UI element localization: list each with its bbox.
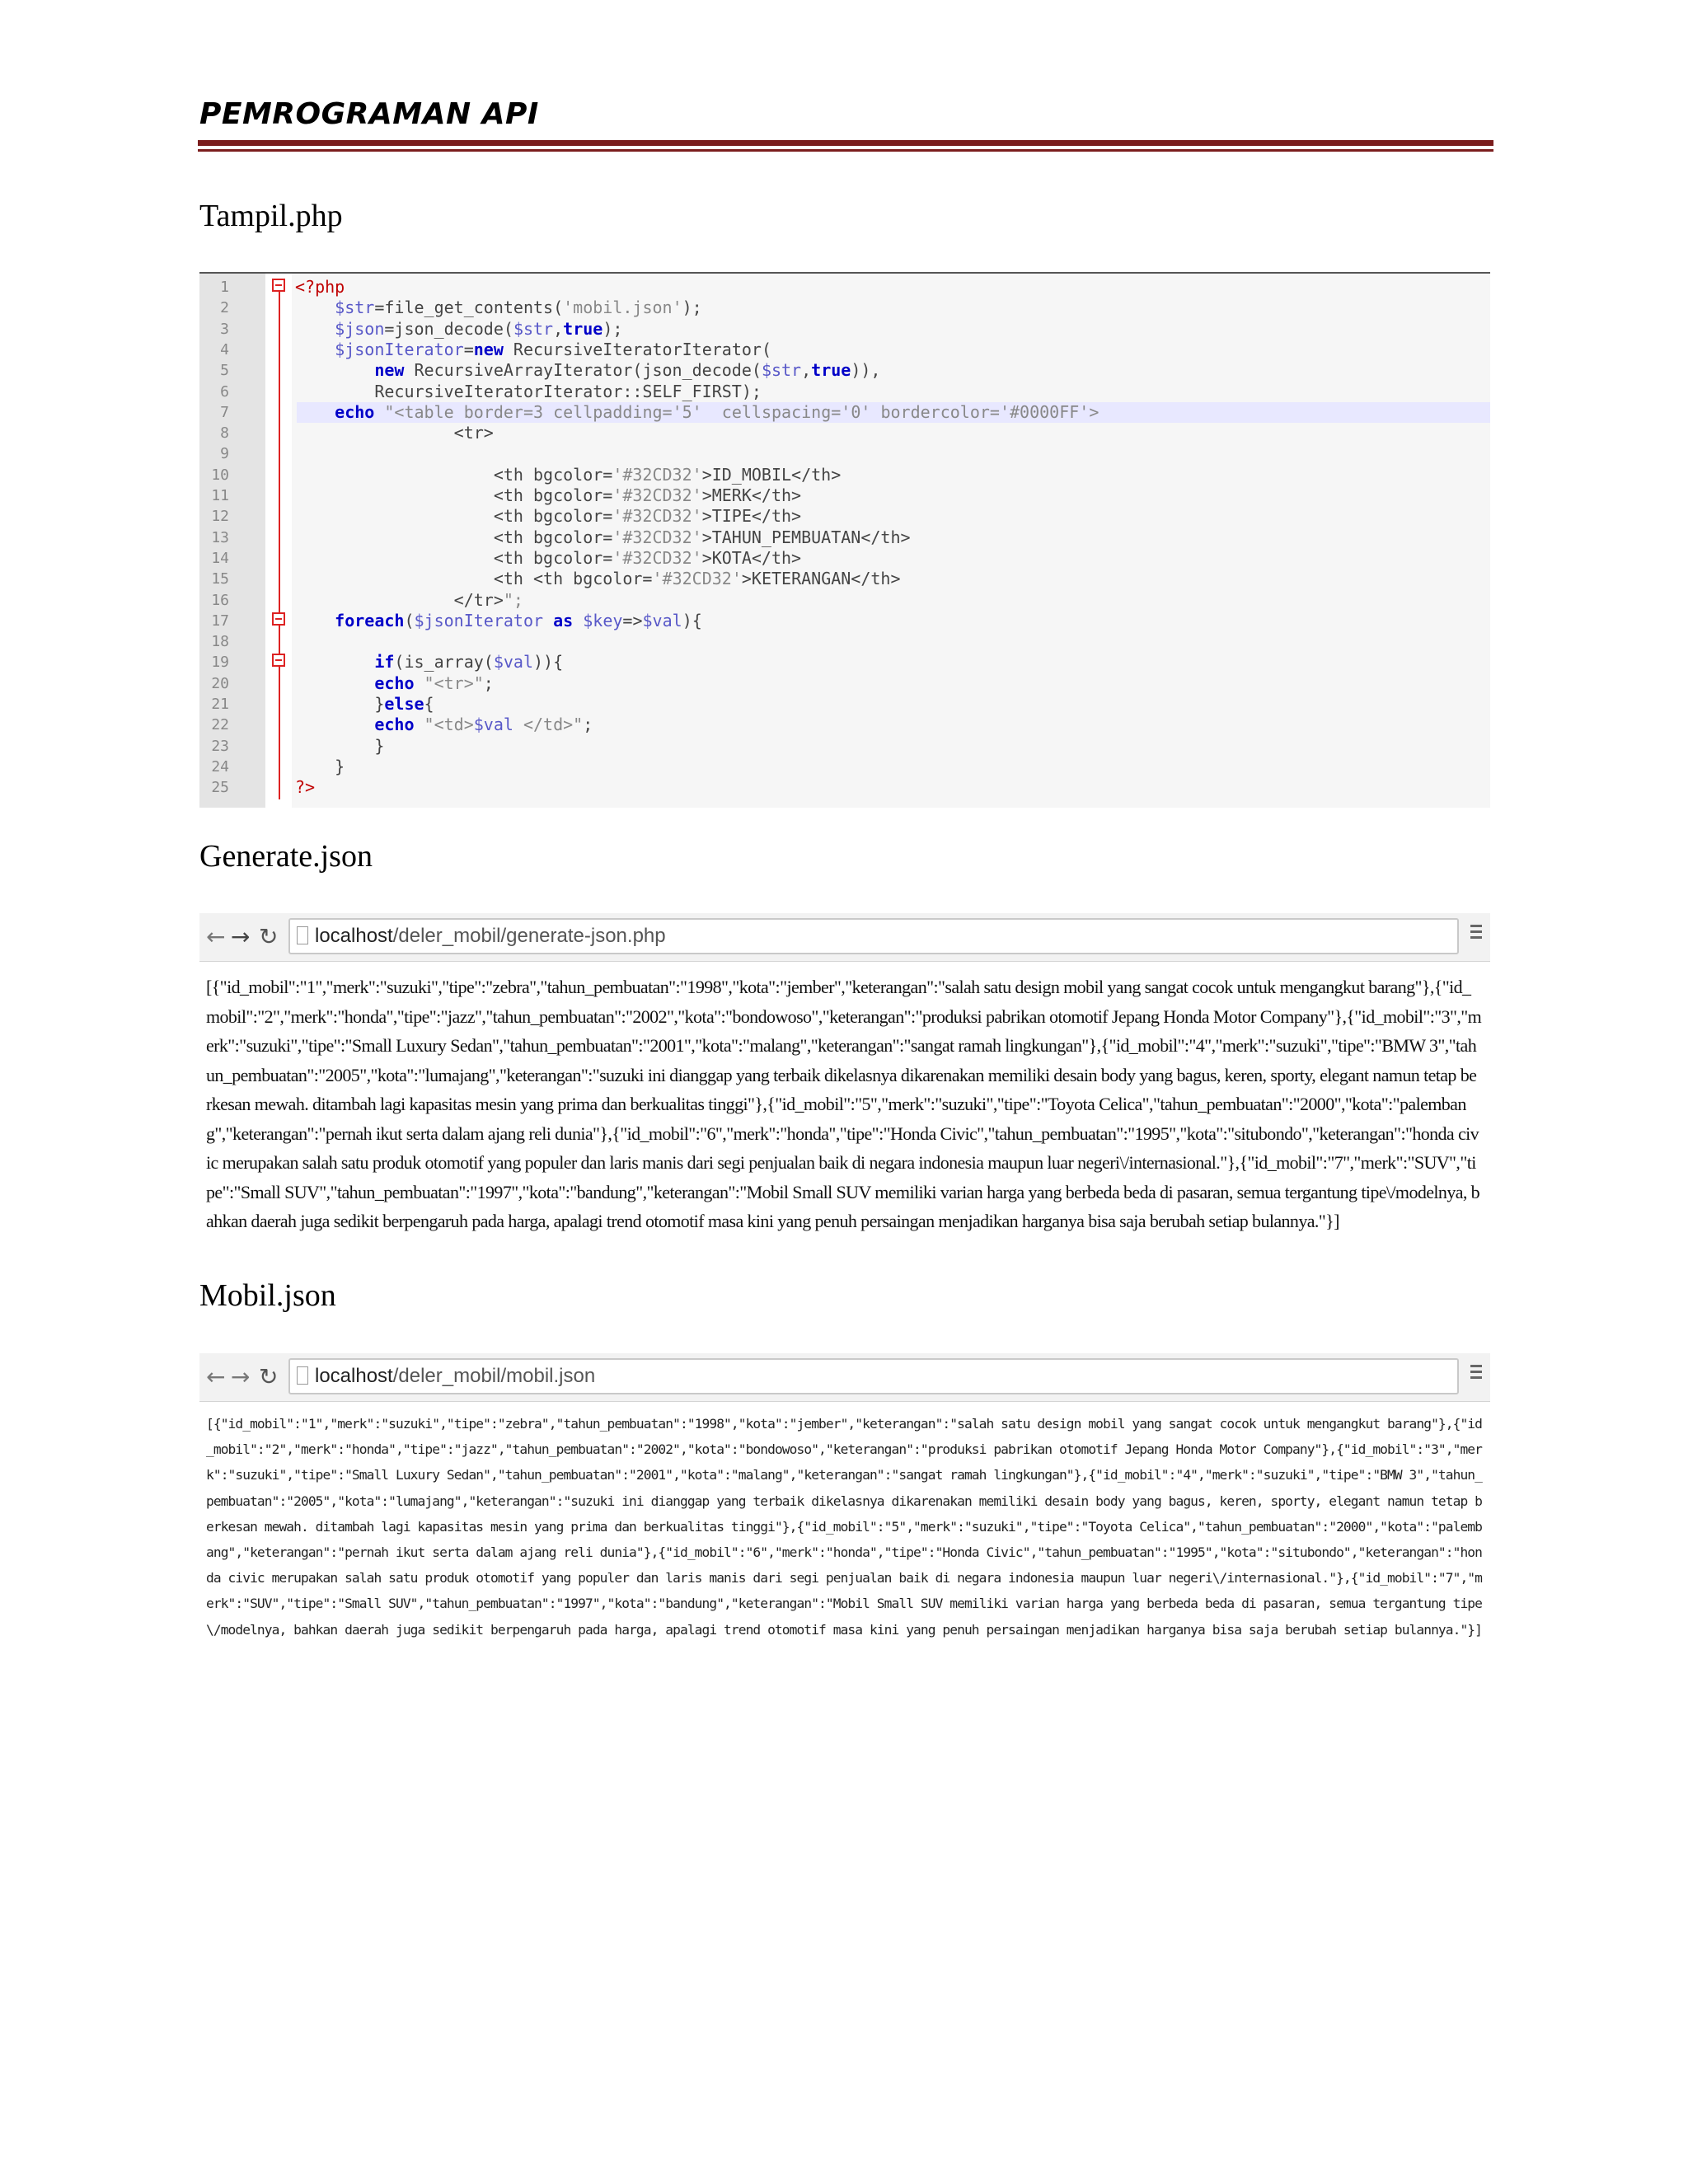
url-text: localhost/deler_mobil/mobil.json: [315, 1365, 596, 1387]
header-rule-thin: [198, 149, 1493, 152]
browser-content: [199, 1403, 1490, 1643]
line-number: 7: [220, 403, 229, 421]
code-line-text: new RecursiveArrayIterator(json_decode($str,true)),: [374, 360, 881, 381]
address-bar[interactable]: [288, 1358, 1459, 1394]
code-line-text: $json=json_decode($str,true);: [335, 318, 623, 339]
browser-content: [199, 963, 1490, 1236]
fold-line: [279, 285, 280, 799]
line-number: 9: [220, 445, 229, 463]
code-line: [199, 277, 1490, 298]
url-text: localhost/deler_mobil/generate-json.php: [315, 925, 666, 947]
code-line: [199, 382, 1490, 402]
code-line-text: <th bgcolor='#32CD32'>TIPE</th>: [295, 506, 802, 527]
menu-icon[interactable]: [1470, 925, 1482, 942]
browser-toolbar: [199, 1353, 1490, 1402]
back-arrow-icon[interactable]: ←: [206, 1363, 226, 1390]
line-number: 11: [211, 487, 229, 504]
code-line-text: if(is_array($val)){: [374, 652, 564, 673]
fold-marker-icon[interactable]: [272, 279, 285, 292]
code-line: [199, 569, 1490, 589]
code-line: [199, 694, 1490, 715]
code-line-text: echo "<table border=3 cellpadding='5' cellspacing='0' bordercolor='#0000FF'>: [335, 401, 1100, 422]
section-title-generate: Generate.json: [199, 839, 373, 874]
code-line-text: <?php: [295, 277, 345, 297]
code-line-text: RecursiveIteratorIterator::SELF_FIRST);: [295, 381, 762, 401]
code-line: [199, 319, 1490, 340]
code-line: [199, 506, 1490, 527]
code-line-text: }: [295, 735, 385, 756]
reload-icon[interactable]: ↻: [259, 1363, 279, 1390]
code-line-text: echo "<td>$val </td>";: [374, 715, 593, 735]
address-bar[interactable]: [288, 918, 1459, 954]
browser-window-mobil: [199, 1353, 1490, 1683]
forward-arrow-icon[interactable]: →: [231, 1363, 251, 1390]
line-number: 23: [211, 737, 229, 755]
code-line: [199, 715, 1490, 735]
line-number: 10: [211, 466, 229, 484]
code-editor: [199, 272, 1490, 808]
browser-toolbar: [199, 913, 1490, 962]
code-line: [199, 298, 1490, 318]
code-line: [199, 590, 1490, 611]
line-number: 20: [211, 674, 229, 692]
code-line-text: echo "<tr>";: [374, 673, 494, 693]
code-line-text: ?>: [295, 777, 316, 798]
code-line: [199, 465, 1490, 485]
reload-icon[interactable]: ↻: [259, 923, 279, 950]
back-arrow-icon[interactable]: ←: [206, 923, 226, 950]
page-header-title: PEMROGRAMAN API: [199, 97, 539, 131]
line-number: 21: [211, 696, 229, 713]
code-line-text: <th <th bgcolor='#32CD32'>KETERANGAN</th>: [295, 569, 901, 589]
line-number: 8: [220, 424, 229, 443]
page-icon: [297, 926, 308, 944]
code-line: [199, 402, 1490, 423]
code-line: [199, 611, 1490, 631]
code-line-text: foreach($jsonIterator as $key=>$val){: [335, 610, 702, 630]
code-line-text: $str=file_get_contents('mobil.json');: [335, 298, 702, 318]
code-line-text: <th bgcolor='#32CD32'>ID_MOBIL</th>: [295, 464, 842, 485]
code-line-text: }: [295, 756, 345, 776]
code-line-text: </tr>";: [295, 589, 523, 610]
code-line: [199, 652, 1490, 673]
json-output-text: [{"id_mobil":"1","merk":"suzuki","tipe":"zebra","tahun_pembuatan":"1998","kota":"jember","keterangan":"salah satu design mobil yang sangat cocok untuk mengangkut barang"},{"id_mobil":"2","merk":"honda","tipe":"jazz","tahun_pembuatan":"2002","kota":"bondowoso","keterangan":"produksi pabrikan otomotif Jepang Honda Motor Company"},{"id_mobil":"3","merk":"suzuki","tipe":"Small Luxury Sedan","tahun_pembuatan":"2001","kota":"malang","keterangan":"sangat ramah lingkungan"},{"id_mobil":"4","merk":"suzuki","tipe":"BMW 3","tahun_pembuatan":"2005","kota":"lumajang","keterangan":"suzuki ini dianggap yang terbaik dikelasnya dikarenakan memiliki desain body yang bagus, keren, sporty, elegant namun tetap berkesan mewah. ditambah lagi kapasitas mesin yang prima dan berkualitas tinggi"},{"id_mobil":"5","merk":"suzuki","tipe":"Toyota Celica","tahun_pembuatan":"2000","kota":"palembang","keterangan":"pernah ikut serta dalam ajang reli dunia"},{"id_mobil":"6","merk":"honda","tipe":"Honda Civic","tahun_pembuatan":"1995","kota":"situbondo","keterangan":"honda civic merupakan salah satu produk otomotif yang populer dan laris manis dari segi penjualan baik di negara indonesia maupun luar negeri\/internasional."},{"id_mobil":"7","merk":"SUV","tipe":"Small SUV","tahun_pembuatan":"1997","kota":"bandung","keterangan":"Mobil Small SUV memiliki varian harga yang berbeda beda di pasaran, semua tergantung tipe\/modelnya, bahkan daerah juga sedikit berpengaruh pada harga, apalagi trend otomotif masa kini yang penuh persaingan menjadikan harganya bisa saja berubah setiap bulannya."}]: [206, 977, 1482, 1231]
line-number: 15: [211, 570, 229, 588]
json-file-text: [{"id_mobil":"1","merk":"suzuki","tipe":"zebra","tahun_pembuatan":"1998","kota":"jember","keterangan":"salah satu design mobil yang sangat cocok untuk mengangkut barang"},{"id_mobil":"2","merk":"honda","tipe":"jazz","tahun_pembuatan":"2002","kota":"bondowoso","keterangan":"produksi pabrikan otomotif Jepang Honda Motor Company"},{"id_mobil":"3","merk":"suzuki","tipe":"Small Luxury Sedan","tahun_pembuatan":"2001","kota":"malang","keterangan":"sangat ramah lingkungan"},{"id_mobil":"4","merk":"suzuki","tipe":"BMW 3","tahun_pembuatan":"2005","kota":"lumajang","keterangan":"suzuki ini dianggap yang terbaik dikelasnya dikarenakan memiliki desain body yang bagus, keren, sporty, elegant namun tetap berkesan mewah. ditambah lagi kapasitas mesin yang prima dan berkualitas tinggi"},{"id_mobil":"5","merk":"suzuki","tipe":"Toyota Celica","tahun_pembuatan":"2000","kota":"palembang","keterangan":"pernah ikut serta dalam ajang reli dunia"},{"id_mobil":"6","merk":"honda","tipe":"Honda Civic","tahun_pembuatan":"1995","kota":"situbondo","keterangan":"honda civic merupakan salah satu produk otomotif yang populer dan laris manis dari segi penjualan baik di negara indonesia maupun luar negeri\/internasional."},{"id_mobil":"7","merk":"SUV","tipe":"Small SUV","tahun_pembuatan":"1997","kota":"bandung","keterangan":"Mobil Small SUV memiliki varian harga yang berbeda beda di pasaran, semua tergantung tipe\/modelnya, bahkan daerah juga sedikit berpengaruh pada harga, apalagi trend otomotif masa kini yang penuh persaingan menjadikan harganya bisa saja berubah setiap bulannya."}]: [206, 1416, 1482, 1638]
code-line: [199, 527, 1490, 548]
code-line: [199, 757, 1490, 777]
line-number: 2: [220, 299, 229, 317]
line-number: 16: [211, 591, 229, 609]
code-line-text: }else{: [295, 694, 434, 714]
line-number: 13: [211, 528, 229, 546]
code-line: [199, 777, 1490, 798]
fold-marker-icon[interactable]: [272, 654, 285, 667]
code-line-text: <th bgcolor='#32CD32'>TAHUN_PEMBUATAN</th>: [295, 527, 911, 547]
code-line: [199, 360, 1490, 381]
line-number: 19: [211, 654, 229, 672]
code-line: [199, 673, 1490, 694]
section-title-mobil: Mobil.json: [199, 1278, 336, 1313]
line-number: 25: [211, 779, 229, 797]
line-number: 3: [220, 320, 229, 338]
code-line-text: <th bgcolor='#32CD32'>KOTA</th>: [295, 547, 802, 568]
line-number: 1: [220, 279, 229, 296]
line-number: 4: [220, 340, 229, 359]
section-title-tampil: Tampil.php: [199, 199, 343, 233]
code-line: [199, 485, 1490, 506]
fold-marker-icon[interactable]: [272, 612, 285, 626]
code-line-text: <th bgcolor='#32CD32'>MERK</th>: [295, 485, 802, 505]
code-line: [199, 736, 1490, 757]
line-number: 24: [211, 757, 229, 776]
line-number: 12: [211, 508, 229, 526]
code-line: [199, 548, 1490, 569]
header-rule: [198, 140, 1493, 146]
code-line: [199, 631, 1490, 652]
line-number: 5: [220, 362, 229, 380]
line-number: 6: [220, 382, 229, 401]
browser-window-generate: [199, 913, 1490, 1231]
line-number: 17: [211, 612, 229, 630]
code-line: [199, 340, 1490, 360]
menu-icon[interactable]: [1470, 1365, 1482, 1382]
code-line-text: <tr>: [295, 423, 494, 443]
code-line: [199, 423, 1490, 443]
code-line: [199, 443, 1490, 464]
line-number: 14: [211, 549, 229, 567]
line-number: 22: [211, 716, 229, 734]
page-icon: [297, 1366, 308, 1385]
line-number: 18: [211, 633, 229, 651]
forward-arrow-icon[interactable]: →: [231, 923, 251, 950]
code-line-text: $jsonIterator=new RecursiveIteratorIterator(: [335, 339, 771, 359]
